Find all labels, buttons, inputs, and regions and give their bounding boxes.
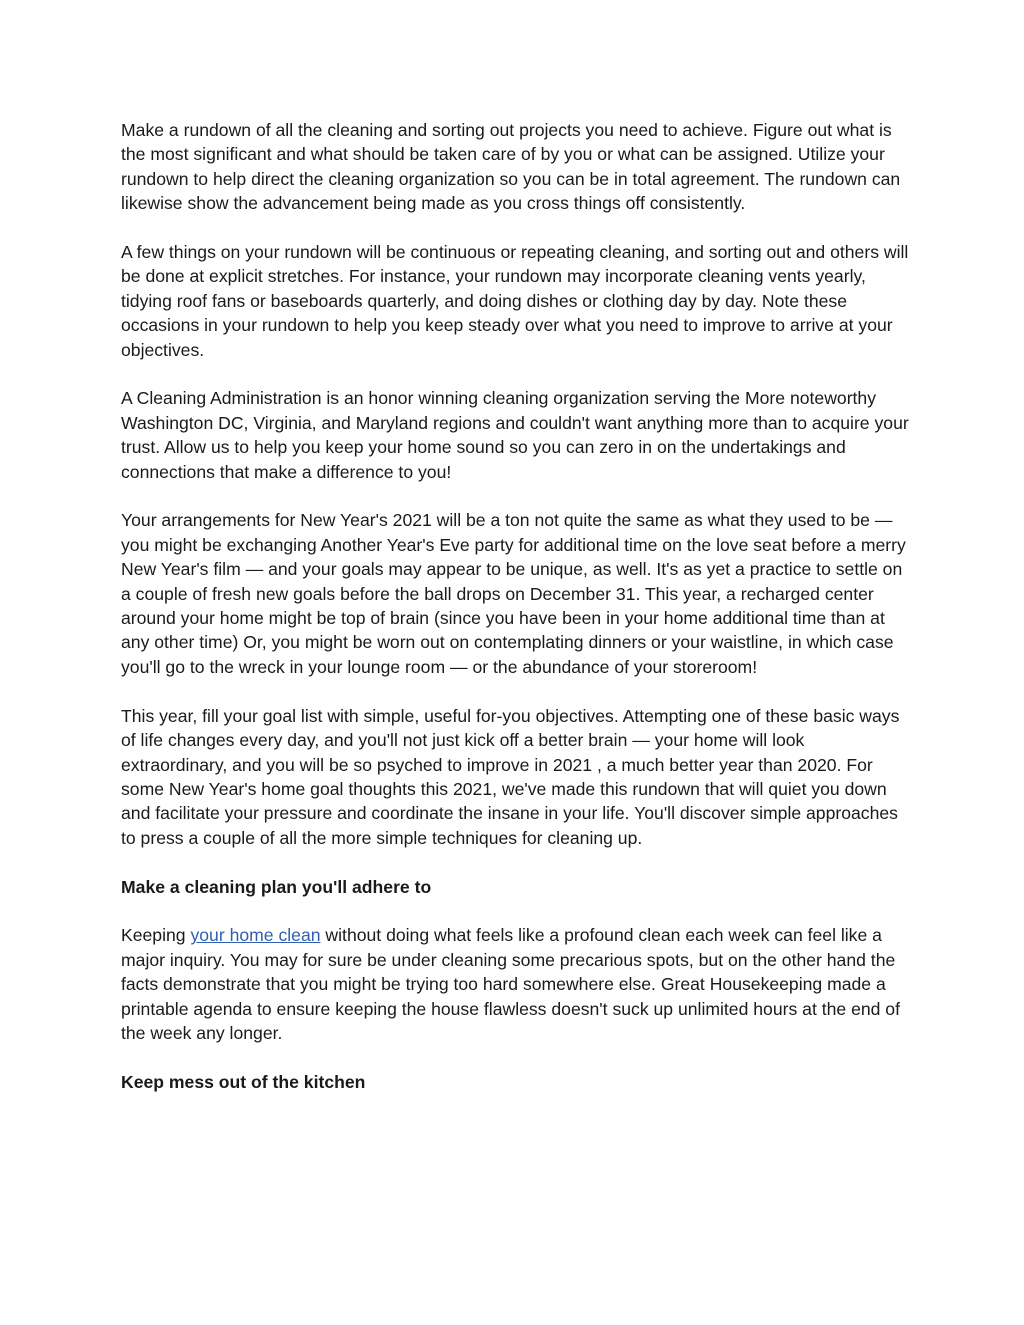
paragraph-3: A Cleaning Administration is an honor winning cleaning organization serving the More noteworthy Washington DC, Virginia, and Maryland regions and couldn't want anything more than to acquire your trust. Allow us to help you keep your home sound so you can zero in on the undertakings and connections that make a difference to you! <box>121 388 909 482</box>
paragraph-5: This year, fill your goal list with simple, useful for-you objectives. Attempting one of these basic ways of life changes every day, and you'll not just kick off a better brain — your home will look extraordinary, and you will be so psyched to improve in 2021 , a much better year than 2020. For some New Year's home goal thoughts this 2021, we've made this rundown that will quiet you down and facilitate your pressure and coordinate the insane in your life. You'll discover simple approaches to press a couple of all the more simple techniques for cleaning up. <box>121 705 900 848</box>
home-clean-link[interactable]: your home clean <box>190 925 321 946</box>
document-page <box>121 118 911 1119</box>
paragraph-2: A few things on your rundown will be continuous or repeating cleaning, and sorting out and others will be done at explicit stretches. For instance, your rundown may incorporate cleaning vents yearly, tidying roof fans or baseboards quarterly, and doing dishes or clothing day by day. Note these occasions in your rundown to help you keep steady over what you need to improve to arrive at your objectives. <box>121 242 909 360</box>
paragraph-6 <box>121 923 911 1045</box>
paragraph-6-lead-text: Keeping <box>121 925 191 946</box>
section-heading-cleaning-plan: Make a cleaning plan you'll adhere to <box>121 876 432 897</box>
section-heading-kitchen: Keep mess out of the kitchen <box>121 1071 366 1092</box>
paragraph-1: Make a rundown of all the cleaning and sorting out projects you need to achieve. Figure out what is the most significant and what should be taken care of by you or what can be assigned. Utilize your rundown to help direct the cleaning organization so you can be in total agreement. The rundown can likewise show the advancement being made as you cross things off consistently. <box>121 120 901 214</box>
paragraph-6-body-text: without doing what feels like a profound clean each week can feel like a major inquiry. You may for sure be under cleaning some precarious spots, but on the other hand the facts demonstrate that you might be trying too hard somewhere else. Great Housekeeping made a printable agenda to ensure keeping the house flawless doesn't suck up unlimited hours at the end of the week any longer. <box>121 925 900 1043</box>
paragraph-4: Your arrangements for New Year's 2021 will be a ton not quite the same as what they used to be — you might be exchanging Another Year's Eve party for additional time on the love seat before a merry New Year's film — and your goals may appear to be unique, as well. It's as yet a practice to settle on a couple of fresh new goals before the ball drops on December 31. This year, a recharged center around your home might be top of brain (since you have been in your home additional time than at any other time) Or, you might be worn out on contemplating dinners or your waistline, in which case you'll go to the wreck in your lounge room — or the abundance of your storeroom! <box>121 510 906 677</box>
